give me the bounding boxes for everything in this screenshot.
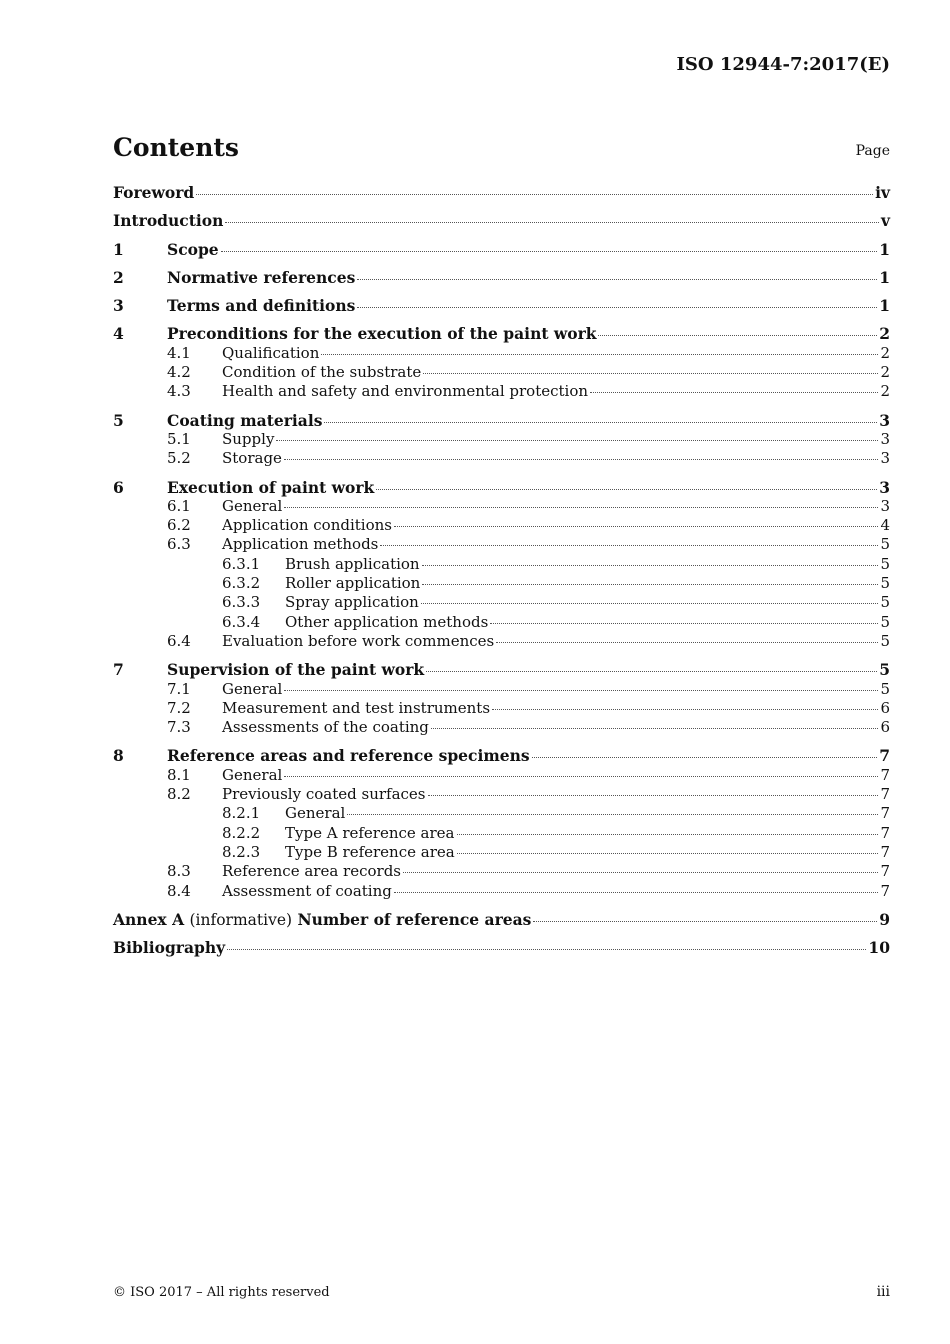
toc-entry-title: Assessment of coating (222, 881, 392, 900)
dot-leader (357, 275, 877, 280)
toc-entry-page: 5 (879, 660, 890, 680)
toc-entry[interactable] (113, 785, 890, 804)
toc-entry[interactable] (113, 680, 890, 699)
toc-entry-page: 7 (879, 746, 890, 766)
toc-entry-number: 5 (113, 410, 124, 430)
toc-entry-number: 8.1 (167, 765, 191, 784)
copyright-notice: © ISO 2017 – All rights reserved (113, 1285, 330, 1300)
toc-entry-page: 6 (880, 698, 890, 717)
dot-leader (492, 705, 878, 710)
toc-entry[interactable] (113, 660, 890, 679)
dot-leader (422, 561, 879, 566)
dot-leader (380, 541, 878, 546)
toc-entry-title (113, 910, 531, 929)
toc-entry[interactable] (113, 363, 890, 382)
toc-entry-number: 6.1 (167, 496, 191, 515)
toc-entry-page: 1 (879, 267, 890, 287)
toc-entry-number: 4 (113, 324, 124, 344)
toc-entry-title: General (222, 496, 283, 515)
toc-entry-page: 2 (880, 382, 890, 401)
dot-leader (227, 945, 866, 950)
toc-entry-title: Roller application (285, 574, 421, 593)
toc-entry-page: 2 (880, 363, 890, 382)
toc-entry[interactable] (113, 632, 890, 651)
toc-entry-number: 7.2 (167, 698, 191, 717)
toc-entry-page: 9 (879, 909, 890, 929)
toc-entry-page: 6 (880, 718, 890, 737)
toc-entry-number: 8.2.3 (222, 842, 261, 861)
toc-entry-page: 7 (880, 842, 890, 861)
toc-entry-page: 5 (880, 554, 890, 573)
toc-entry-page: 2 (880, 343, 890, 362)
toc-entry-title: Introduction (113, 211, 224, 231)
dot-leader (357, 303, 877, 308)
toc-entry-page: 1 (879, 296, 890, 316)
dot-leader (321, 350, 878, 355)
toc-entry[interactable] (113, 535, 890, 554)
annex-title: Number of reference areas (297, 909, 532, 929)
toc-entry-title: Type B reference area (285, 842, 455, 861)
annex-label: Annex A (113, 909, 185, 929)
toc-entry-title: Measurement and test instruments (222, 698, 491, 717)
toc-entry[interactable] (113, 324, 890, 343)
dot-leader (196, 190, 873, 195)
toc-entry-page: 3 (880, 449, 890, 468)
toc-entry-page: 3 (879, 410, 890, 430)
toc-entry-title: Health and safety and environmental protection (222, 382, 589, 401)
toc-entry[interactable] (113, 938, 890, 957)
toc-entry[interactable] (113, 382, 890, 401)
toc-entry-page: 5 (880, 679, 890, 698)
toc-entry-title: Evaluation before work commences (222, 631, 495, 650)
toc-entry-page: iv (875, 183, 890, 202)
standard-identifier: ISO 12944-7:2017(E) (676, 54, 890, 75)
toc-entry-title: Supply (222, 429, 275, 448)
toc-entry-page: 7 (880, 823, 890, 842)
toc-entry-number: 4.1 (167, 343, 191, 362)
dot-leader (590, 388, 878, 393)
dot-leader (276, 436, 878, 441)
toc-entry-title: Reference areas and reference specimens (167, 746, 530, 766)
toc-entry-title: Storage (222, 449, 282, 468)
toc-entry-title: Spray application (285, 593, 419, 612)
toc-entry-number: 6.3.2 (222, 574, 261, 593)
toc-entry-title: Qualification (222, 343, 320, 362)
page-column-label: Page (855, 143, 890, 159)
toc-entry-number: 8 (113, 746, 124, 766)
toc-entry-page: 5 (880, 535, 890, 554)
toc-entry-page: 1 (879, 239, 890, 259)
dot-leader (490, 619, 878, 624)
toc-entry-page: 5 (880, 612, 890, 631)
dot-leader (221, 247, 878, 252)
toc-entry-title: Condition of the substrate (222, 363, 422, 382)
toc-entry[interactable] (113, 746, 890, 765)
annex-type: (informative) (189, 910, 293, 929)
toc-entry[interactable] (113, 478, 890, 497)
toc-entry-page: 7 (880, 862, 890, 881)
toc-entry[interactable] (113, 910, 890, 929)
toc-entry-page: 7 (880, 804, 890, 823)
toc-entry[interactable] (113, 430, 890, 449)
toc-entry-number: 6.2 (167, 516, 191, 535)
dot-leader (598, 331, 877, 336)
toc-entry-number: 8.2.2 (222, 823, 261, 842)
toc-entry-title: Bibliography (113, 938, 226, 958)
toc-entry-title: Type A reference area (285, 823, 455, 842)
toc-entry-page: 10 (868, 938, 890, 958)
table-of-contents (113, 183, 890, 957)
toc-entry[interactable] (113, 211, 890, 230)
toc-entry-number: 8.4 (167, 881, 191, 900)
toc-entry-number: 3 (113, 296, 124, 316)
toc-entry-number: 1 (113, 239, 124, 259)
dot-leader (457, 849, 879, 854)
toc-entry-page: v (880, 211, 890, 231)
toc-entry[interactable] (113, 699, 890, 718)
toc-entry-title: General (285, 804, 346, 823)
toc-entry-number: 5.1 (167, 429, 191, 448)
page-number: iii (876, 1284, 890, 1300)
toc-entry-title: Other application methods (285, 612, 489, 631)
toc-entry-title: Supervision of the paint work (167, 660, 425, 680)
toc-entry[interactable] (113, 411, 890, 430)
toc-entry-page: 5 (880, 593, 890, 612)
dot-leader (284, 686, 878, 691)
toc-entry-page: 7 (880, 765, 890, 784)
toc-entry-title: Scope (167, 239, 219, 259)
toc-entry[interactable] (113, 183, 890, 202)
toc-entry-number: 6.3.3 (222, 593, 261, 612)
contents-heading: Contents (113, 133, 240, 162)
toc-entry-title: Foreword (113, 183, 195, 202)
toc-entry-title: Terms and definitions (167, 296, 356, 316)
dot-leader (225, 218, 879, 223)
dot-leader (422, 580, 878, 585)
dot-leader (324, 418, 877, 423)
toc-entry-number: 7.3 (167, 718, 191, 737)
toc-entry-number: 8.3 (167, 862, 191, 881)
toc-entry-page: 4 (880, 516, 890, 535)
toc-entry-title: Coating materials (167, 410, 323, 430)
toc-entry-number: 4.3 (167, 382, 191, 401)
toc-entry[interactable] (113, 296, 890, 315)
dot-leader (376, 485, 877, 490)
dot-leader (496, 638, 878, 643)
dot-leader (423, 369, 878, 374)
toc-entry[interactable] (113, 613, 890, 632)
dot-leader (457, 830, 879, 835)
toc-entry[interactable] (113, 843, 890, 862)
toc-entry-number: 6.3.4 (222, 612, 261, 631)
toc-entry[interactable] (113, 593, 890, 612)
toc-entry-number: 4.2 (167, 363, 191, 382)
dot-leader (347, 810, 878, 815)
toc-entry-number: 8.2 (167, 785, 191, 804)
toc-entry-title: Assessments of the coating (222, 718, 429, 737)
toc-entry-number: 5.2 (167, 449, 191, 468)
toc-entry-number: 6 (113, 477, 124, 497)
toc-entry-page: 7 (880, 785, 890, 804)
toc-entry-number: 7.1 (167, 679, 191, 698)
dot-leader (426, 667, 877, 672)
toc-entry-title: General (222, 765, 283, 784)
dot-leader (431, 724, 879, 729)
toc-entry-title: General (222, 679, 283, 698)
dot-leader (403, 868, 878, 873)
dot-leader (394, 522, 878, 527)
toc-entry[interactable] (113, 804, 890, 823)
toc-entry-title: Previously coated surfaces (222, 785, 426, 804)
toc-entry-title: Application conditions (222, 516, 392, 535)
toc-entry-page: 3 (880, 429, 890, 448)
toc-entry-title: Brush application (285, 554, 420, 573)
toc-entry-number: 6.3.1 (222, 554, 261, 573)
dot-leader (532, 753, 878, 758)
dot-leader (428, 791, 879, 796)
dot-leader (533, 917, 877, 922)
toc-entry-page: 5 (880, 631, 890, 650)
toc-entry[interactable] (113, 240, 890, 259)
toc-entry-page: 3 (880, 496, 890, 515)
toc-entry-title: Preconditions for the execution of the paint work (167, 324, 597, 344)
toc-entry-number: 6.4 (167, 631, 191, 650)
dot-leader (284, 455, 879, 460)
toc-entry[interactable] (113, 824, 890, 843)
dot-leader (284, 503, 878, 508)
toc-entry[interactable] (113, 766, 890, 785)
toc-entry-number: 7 (113, 660, 124, 680)
toc-entry-page: 7 (880, 881, 890, 900)
toc-entry-number: 8.2.1 (222, 804, 261, 823)
toc-entry[interactable] (113, 555, 890, 574)
toc-entry-page: 5 (880, 574, 890, 593)
toc-entry-title: Normative references (167, 267, 356, 287)
dot-leader (284, 772, 878, 777)
toc-entry-number: 2 (113, 267, 124, 287)
toc-entry[interactable] (113, 268, 890, 287)
toc-entry-page: 2 (879, 324, 890, 344)
toc-entry[interactable] (113, 449, 890, 468)
dot-leader (421, 599, 879, 604)
toc-entry[interactable] (113, 574, 890, 593)
toc-entry[interactable] (113, 497, 890, 516)
toc-entry[interactable] (113, 516, 890, 535)
toc-entry[interactable] (113, 718, 890, 737)
toc-entry-number: 6.3 (167, 535, 191, 554)
toc-entry-title: Application methods (222, 535, 379, 554)
toc-entry[interactable] (113, 882, 890, 901)
toc-entry[interactable] (113, 344, 890, 363)
dot-leader (394, 888, 879, 893)
toc-entry-page: 3 (879, 477, 890, 497)
toc-entry-title: Reference area records (222, 862, 402, 881)
toc-entry-title: Execution of paint work (167, 477, 375, 497)
toc-entry[interactable] (113, 862, 890, 881)
